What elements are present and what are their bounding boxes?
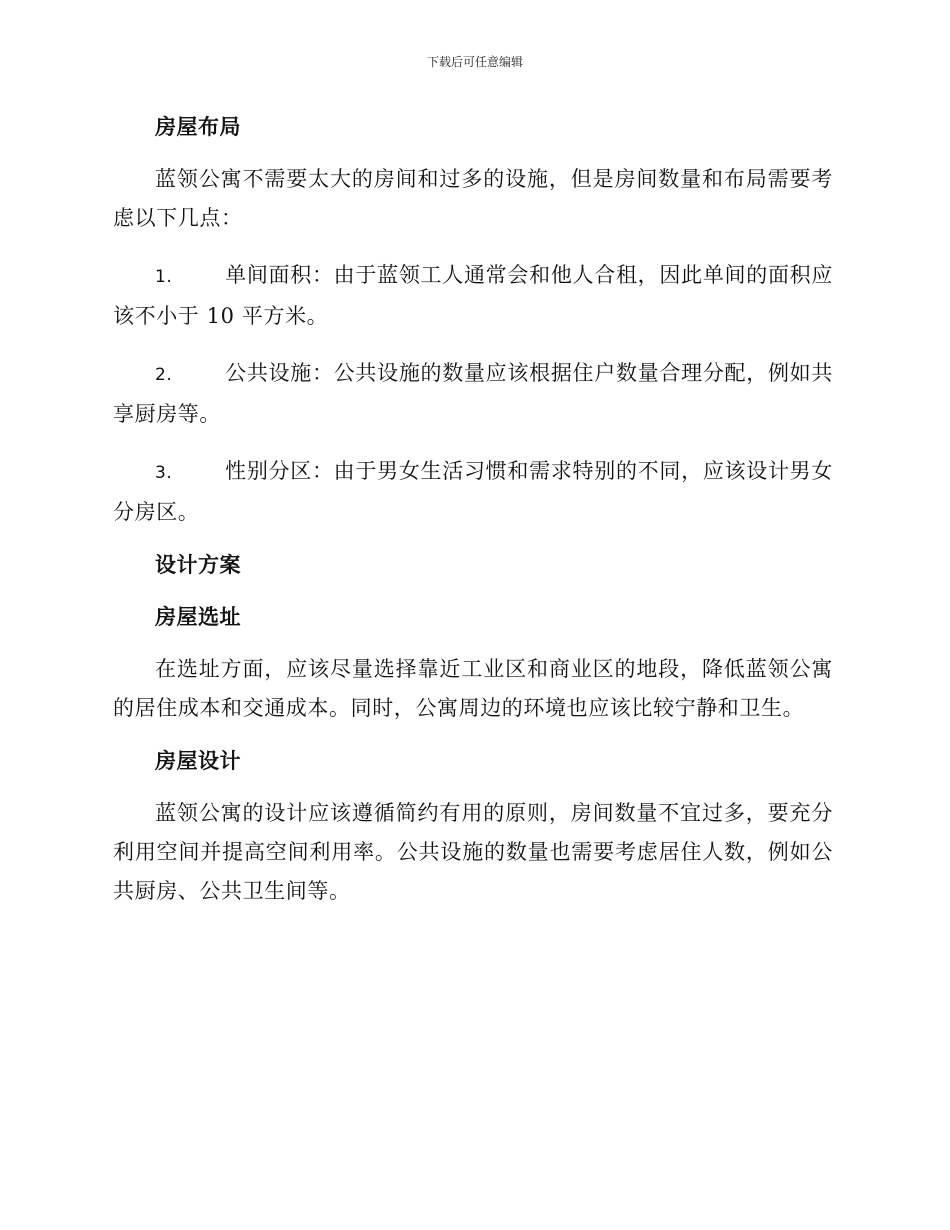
list-item-text: 性别分区：由于男女生活习惯和需求特别的不同，应该设计男女分房区。	[113, 459, 833, 524]
list-item-text: 单间面积：由于蓝领工人通常会和他人合租，因此单间的面积应该不小于 10 平方米。	[113, 263, 833, 328]
list-item-text: 公共设施：公共设施的数量应该根据住户数量合理分配，例如共享厨房等。	[113, 361, 833, 426]
list-item-number: 1.	[155, 267, 173, 287]
list-item	[113, 354, 833, 434]
list-item	[113, 256, 833, 336]
page-header: 下载后可任意编辑	[426, 55, 523, 69]
document-body	[113, 108, 833, 911]
layout-intro-paragraph: 蓝领公寓不需要太大的房间和过多的设施，但是房间数量和布局需要考虑以下几点：	[113, 167, 833, 230]
section-heading-layout: 房屋布局	[155, 114, 241, 139]
site-paragraph: 在选址方面，应该尽量选择靠近工业区和商业区的地段，降低蓝领公寓的居住成本和交通成本。同时，公寓周边的环境也应该比较宁静和卫生。	[113, 657, 833, 720]
list-item-number: 3.	[155, 463, 173, 483]
section-heading-house-design: 房屋设计	[155, 748, 241, 773]
section-heading-design-plan: 设计方案	[155, 552, 241, 577]
list-item-number: 2.	[155, 365, 173, 385]
list-item	[113, 452, 833, 532]
section-heading-site: 房屋选址	[155, 604, 241, 629]
house-design-paragraph: 蓝领公寓的设计应该遵循简约有用的原则，房间数量不宜过多，要充分利用空间并提高空间利用率。公共设施的数量也需要考虑居住人数，例如公共厨房、公共卫生间等。	[113, 801, 833, 903]
